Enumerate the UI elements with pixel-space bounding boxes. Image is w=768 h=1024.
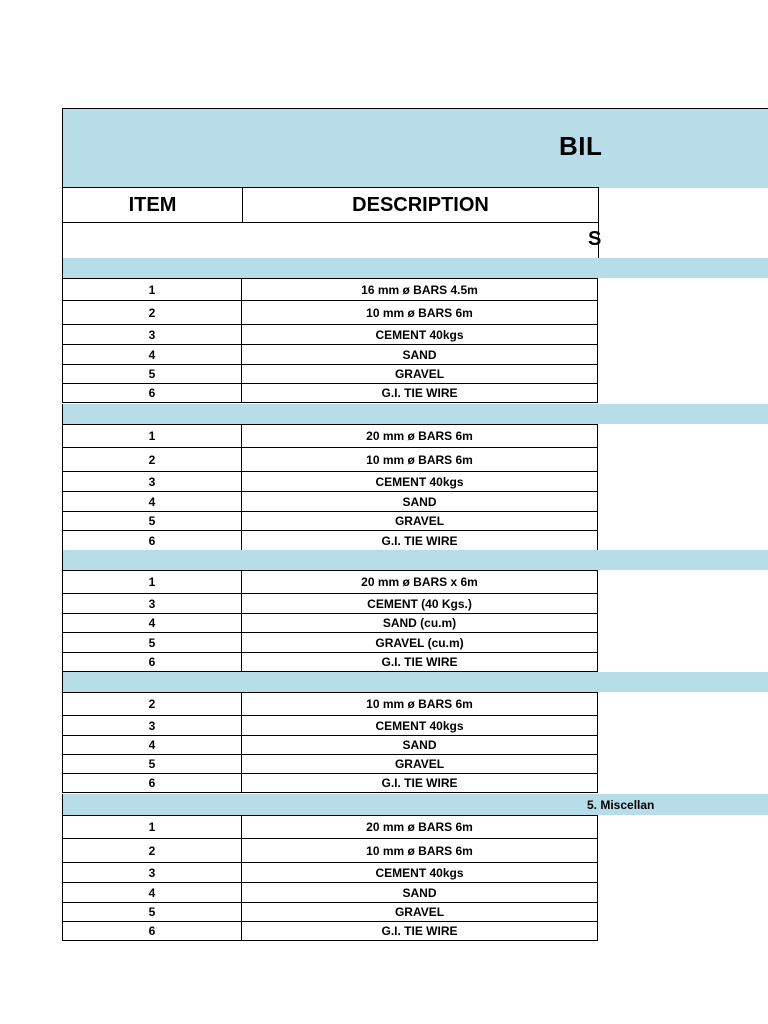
table-row (62, 278, 599, 301)
item-number: 1 (62, 424, 242, 448)
item-description: CEMENT 40kgs (242, 716, 598, 736)
item-description: 10 mm ø BARS 6m (242, 692, 598, 716)
subheading-row (62, 222, 602, 259)
item-description: GRAVEL (242, 512, 598, 531)
section-band-4 (62, 672, 768, 692)
item-number: 2 (62, 692, 242, 716)
table-row (62, 345, 599, 365)
item-number: 5 (62, 365, 242, 384)
table-row (62, 570, 599, 594)
item-description: CEMENT 40kgs (242, 325, 598, 345)
table-row (62, 692, 599, 716)
table-row (62, 325, 599, 345)
section-band-2 (62, 404, 768, 424)
item-description: 20 mm ø BARS 6m (242, 815, 598, 839)
item-number: 6 (62, 922, 242, 941)
item-description: G.I. TIE WIRE (242, 653, 598, 672)
item-number: 3 (62, 863, 242, 883)
table-row (62, 815, 599, 839)
item-description: CEMENT 40kgs (242, 863, 598, 883)
table-row (62, 531, 599, 551)
item-description: 20 mm ø BARS x 6m (242, 570, 598, 594)
table-row (62, 633, 599, 653)
table-row (62, 301, 599, 325)
table-row (62, 755, 599, 774)
item-description: GRAVEL (242, 755, 598, 774)
table-row (62, 512, 599, 531)
table-row (62, 448, 599, 472)
table-row (62, 594, 599, 614)
item-description: SAND (242, 883, 598, 903)
item-number: 2 (62, 839, 242, 863)
item-description: SAND (242, 492, 598, 512)
item-description: SAND (cu.m) (242, 614, 598, 633)
item-description: GRAVEL (cu.m) (242, 633, 598, 653)
table-row (62, 653, 599, 672)
table-row (62, 365, 599, 384)
item-number: 5 (62, 903, 242, 922)
sheet-title: BIL (559, 131, 603, 161)
item-number: 1 (62, 278, 242, 301)
item-number: 4 (62, 492, 242, 512)
item-number: 5 (62, 633, 242, 653)
table-row (62, 839, 599, 863)
item-number: 6 (62, 774, 242, 793)
table-row (62, 492, 599, 512)
table-row (62, 472, 599, 492)
item-number: 4 (62, 614, 242, 633)
section-label: 5. Miscellan (587, 797, 655, 812)
item-number: 5 (62, 755, 242, 774)
item-description: SAND (242, 736, 598, 755)
section-band-5 (62, 794, 768, 815)
subheading: S (588, 228, 602, 250)
item-description: 10 mm ø BARS 6m (242, 448, 598, 472)
table-row (62, 384, 599, 403)
item-description: GRAVEL (242, 903, 598, 922)
item-description: 10 mm ø BARS 6m (242, 301, 598, 325)
table-row (62, 883, 599, 903)
table-row (62, 922, 599, 941)
table-row (62, 863, 599, 883)
item-number: 4 (62, 345, 242, 365)
item-number: 2 (62, 301, 242, 325)
item-description: CEMENT 40kgs (242, 472, 598, 492)
item-description: 20 mm ø BARS 6m (242, 424, 598, 448)
item-number: 3 (62, 325, 242, 345)
item-description: GRAVEL (242, 365, 598, 384)
item-number: 1 (62, 815, 242, 839)
header-item: ITEM (62, 187, 243, 223)
table-row (62, 424, 599, 448)
item-description: 16 mm ø BARS 4.5m (242, 278, 598, 301)
section-band-1 (62, 258, 768, 278)
item-number: 4 (62, 883, 242, 903)
item-number: 6 (62, 384, 242, 403)
item-description: CEMENT (40 Kgs.) (242, 594, 598, 614)
item-description: G.I. TIE WIRE (242, 384, 598, 403)
table-row (62, 903, 599, 922)
item-number: 5 (62, 512, 242, 531)
item-number: 3 (62, 716, 242, 736)
item-number: 6 (62, 653, 242, 672)
item-number: 3 (62, 472, 242, 492)
item-description: G.I. TIE WIRE (242, 531, 598, 551)
title-banner (62, 108, 768, 188)
table-row (62, 736, 599, 755)
item-description: G.I. TIE WIRE (242, 774, 598, 793)
table-row (62, 774, 599, 793)
item-description: G.I. TIE WIRE (242, 922, 598, 941)
section-band-3 (62, 550, 768, 570)
item-number: 1 (62, 570, 242, 594)
table-row (62, 716, 599, 736)
table-row (62, 614, 599, 633)
item-number: 3 (62, 594, 242, 614)
item-number: 4 (62, 736, 242, 755)
item-number: 6 (62, 531, 242, 551)
item-description: 10 mm ø BARS 6m (242, 839, 598, 863)
item-description: SAND (242, 345, 598, 365)
item-number: 2 (62, 448, 242, 472)
header-description: DESCRIPTION (242, 187, 599, 223)
